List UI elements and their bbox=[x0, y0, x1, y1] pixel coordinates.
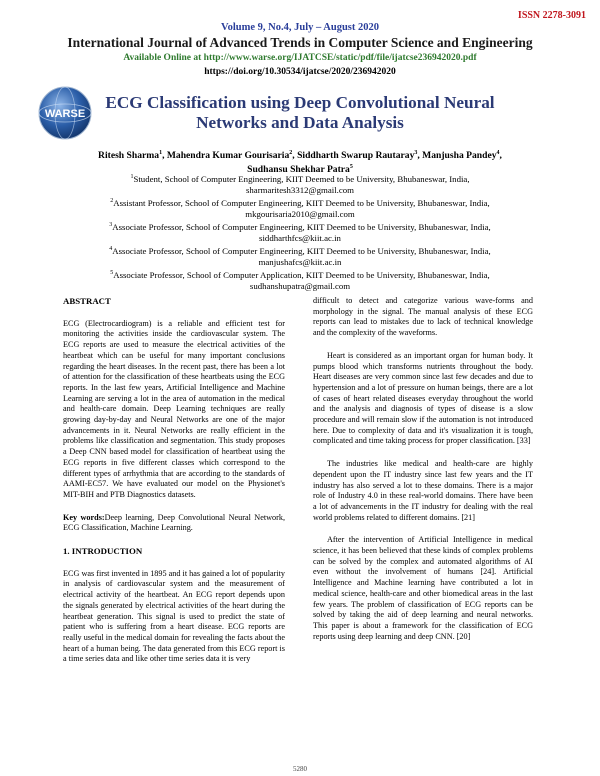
author: Manjusha Pandey$^4$, bbox=[422, 150, 502, 162]
abstract-text: ECG (Electrocardiogram) is a reliable and efficient test for monitoring the activities inside the cardiovascular system. The ECG reports are used to measure the electrical activities of the heartbeat which can be useful for many important conclusions regarding the heart diseases. In the recent past, there has been a lot of attention for the classification of these heartbeats using the ECG reports. In the last few years, Artificial Intelligence and Machine Learning are serving a lot in the area of automation in the medical and health-care domain. Deep Learning techniques are really growing day-by-day and Neural Networks are one of the major advancements in it. Neural Networks are really efficient in the problems like classification and segmentation. This study proposes a Deep CNN based model for classification of heartbeat using the ECG reports in five different classes which correspond to the different types of arrhythmia that are according to the standards of AAMI-EC57. We have evaluated our model on the Physionet's MIT-BIH and PTB Diagnostics datasets. bbox=[63, 318, 285, 499]
page-number: 5280 bbox=[293, 765, 307, 773]
paragraph: difficult to detect and categorize various wave-forms and morphology in the signal. The manual analysis of these ECG reports can lead to mistakes due to lack of technical knowledge and the complexity of the waveforms. bbox=[313, 296, 533, 338]
right-column bbox=[313, 296, 533, 654]
email: sudhanshupatra@gmail.com bbox=[249, 281, 351, 292]
affiliation: $^1$Student, School of Computer Engineering, KIIT Deemed to be University, Bhubaneswar, India, sharmaritesh3312@gmail.com bbox=[130, 173, 470, 196]
online-url[interactable]: Available Online at http://www.warse.org/IJATCSE/static/pdf/file/ijatcse236942020.pdf bbox=[123, 53, 477, 63]
email: manjushafcs@kiit.ac.in bbox=[258, 257, 342, 268]
author: Ritesh Sharma$^1$, bbox=[98, 150, 167, 162]
affiliation: $^2$Assistant Professor, School of Computer Engineering, KIIT Deemed to be University, Bhubaneswar, India, mkgourisaria2010@gmail.com bbox=[110, 198, 490, 220]
volume-line: Volume 9, No.4, July – August 2020 bbox=[220, 22, 379, 33]
logo-wordmark: WARSE bbox=[44, 108, 86, 120]
doi-link[interactable]: https://doi.org/10.30534/ijatcse/2020/236942020 bbox=[204, 67, 396, 77]
keywords-label: Key words: bbox=[63, 512, 105, 522]
affiliation: $^5$Associate Professor, School of Computer Application, KIIT Deemed to be University, Bhubaneswar, India, sudhanshupatra@gmail.com bbox=[110, 270, 490, 292]
author: Mahendra Kumar Gourisaria$^2$, bbox=[166, 150, 298, 162]
keywords-text: Deep learning, Deep Convolutional Neural Network, ECG Classification, Machine Learning. bbox=[63, 512, 286, 533]
affiliation: $^4$Associate Professor, School of Computer Engineering, KIIT Deemed to be University, Bhubaneswar, India, manjushafcs@kiit.ac.in bbox=[109, 246, 491, 268]
affiliation: $^3$Associate Professor, School of Computer Engineering, KIIT Deemed to be University, Bhubaneswar, India, siddharthfcs@kiit.ac.in bbox=[109, 222, 491, 244]
email: mkgourisaria2010@gmail.com bbox=[245, 209, 355, 220]
paper-title: ECG Classification using Deep Convolutional Neural Networks and Data Analysis bbox=[105, 93, 495, 132]
intro-heading: 1. INTRODUCTION bbox=[63, 546, 143, 557]
warse-logo bbox=[36, 84, 94, 142]
abstract-heading: ABSTRACT bbox=[63, 296, 111, 306]
author: Sudhansu Shekhar Patra$^5$ bbox=[247, 163, 353, 175]
issn-label: ISSN 2278-3091 bbox=[517, 10, 586, 21]
journal-title: International Journal of Advanced Trends in Computer Science and Engineering bbox=[67, 35, 533, 50]
keywords bbox=[63, 513, 285, 534]
author: Siddharth Swarup Rautaray$^3$, bbox=[297, 150, 423, 162]
left-column bbox=[63, 296, 285, 677]
email: siddharthfcs@kiit.ac.in bbox=[259, 233, 341, 244]
paragraph: Heart is considered as an important organ for human body. It pumps blood which transforms nutrients throughout the body. Heart diseases are very common since last few decades and due to hypertension and a lot of pressure on human beings, there are a lot of cases of heart related diseases everyday throughout the world and the analysis and diagnosis of types of disease is a slow procedure and will remain slow if the automation is not introduced here. Due to complexity of data and it's visualization it is tough, complicated and time taking process for proper classification. [33] bbox=[313, 350, 533, 446]
intro-paragraph: ECG was first invented in 1895 and it has gained a lot of popularity in analysis of cardiovascular system and the measurement of electrical activity of the heartbeat. An ECG report depends upon the signals generated by electrical activities of the heart during the heartbeat generation. This signal is used to predict the state of patient who is suffering from a heart disease. ECG reports are really useful in the medical domain for revealing the facts about the heart of a human being. The data generated from this ECG report is a time series data and like other time series data it is very bbox=[63, 568, 285, 664]
paragraph: The industries like medical and health-care are highly dependent upon the IT industry since last few years and the IT industry has also served a lot to these domains. There is a major role of Industry 4.0 in these real-world domains. There have been a lot of advancements in the IT industry for dealing with the real world problems related to different domains. [21] bbox=[313, 459, 533, 522]
paragraph: After the intervention of Artificial Intelligence in medical science, it has been believed that these kinds of complex problems can be solved by the complex and automated algorithms of AI even without the involvement of humans [24]. Artificial Intelligence and Machine learning have contributed a lot in medical science, health-care and other biomedical areas in the last few years. The problem of classification of ECG reports can be solved by taking the aid of deep learning and neural networks. This paper is about a framework for the classification of ECG reports using deep learning and deep CNN. [20] bbox=[313, 535, 533, 641]
affiliations bbox=[70, 172, 530, 293]
email: sharmaritesh3312@gmail.com bbox=[245, 185, 355, 196]
